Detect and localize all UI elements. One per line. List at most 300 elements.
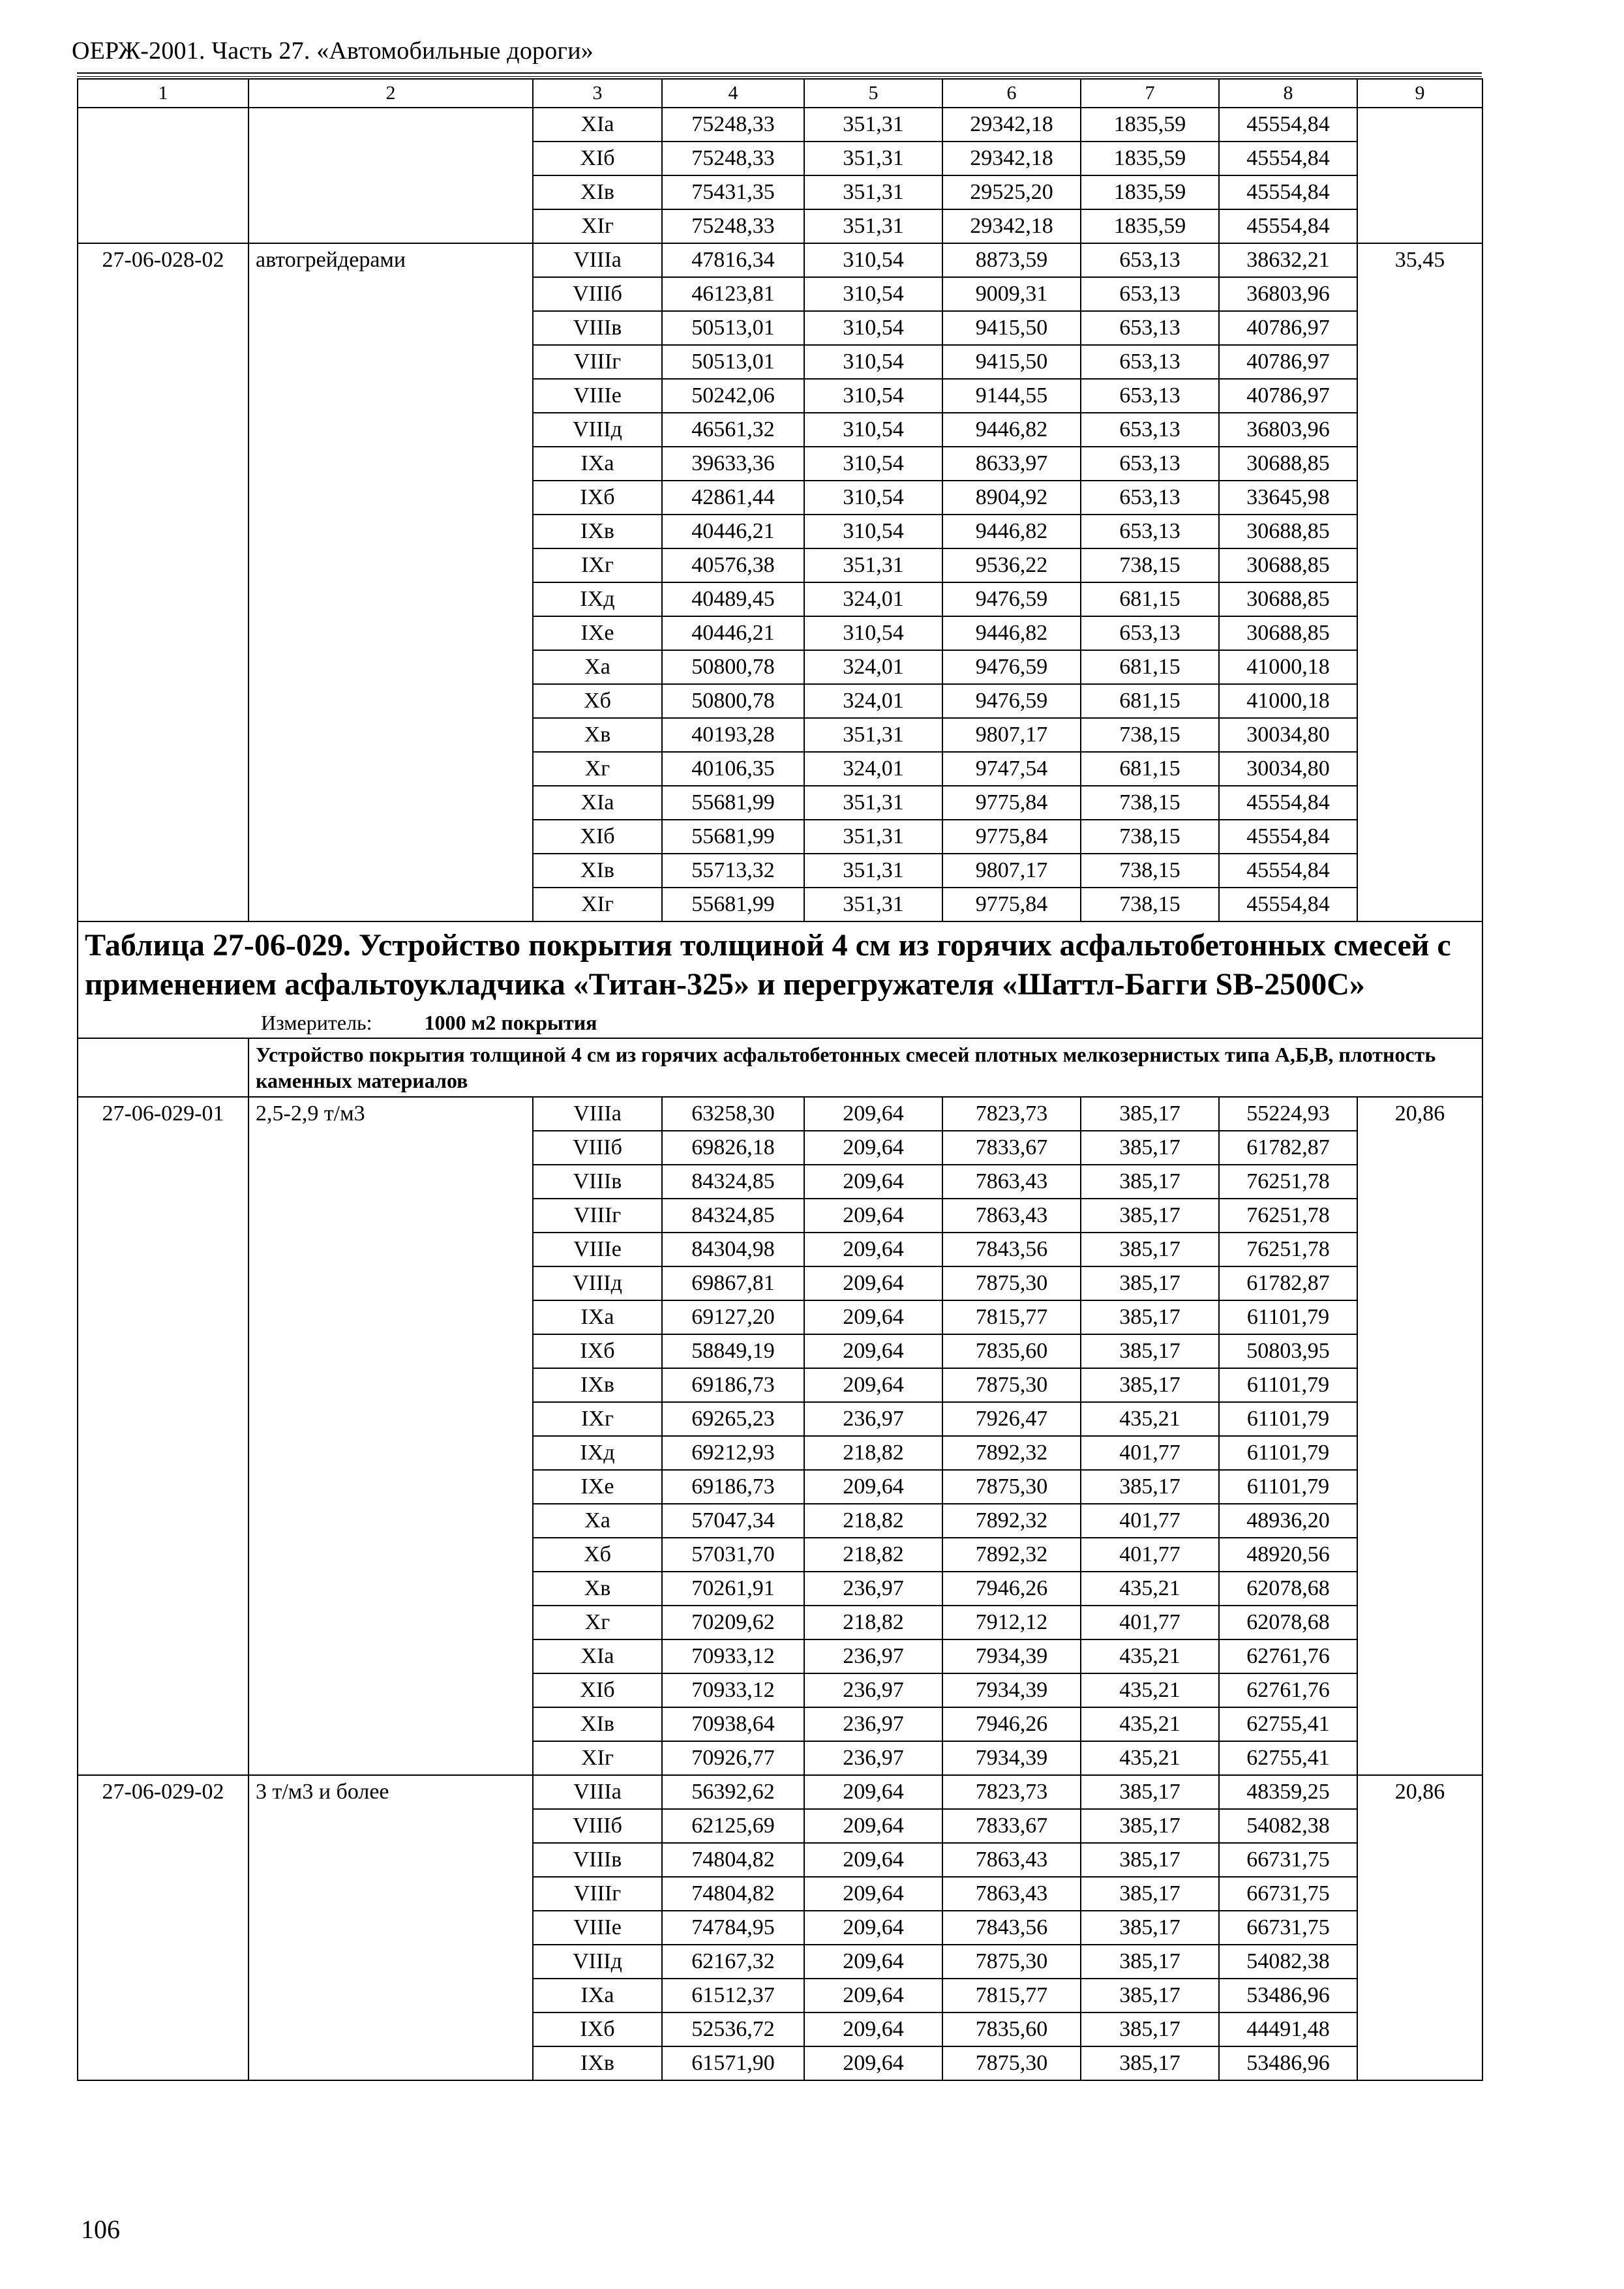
value-cell: 7934,39 xyxy=(942,1741,1081,1775)
value-cell: 209,64 xyxy=(804,1097,942,1131)
value-cell: 69186,73 xyxy=(662,1368,804,1402)
value-cell: 310,54 xyxy=(804,515,942,548)
value-cell: 8904,92 xyxy=(942,481,1081,515)
rate-code: 27-06-029-01 xyxy=(78,1097,248,1775)
value-cell: 653,13 xyxy=(1081,413,1219,447)
value-cell: 40786,97 xyxy=(1219,379,1357,413)
value-cell: 46561,32 xyxy=(662,413,804,447)
value-cell: 61782,87 xyxy=(1219,1266,1357,1300)
value-cell: 38632,21 xyxy=(1219,243,1357,277)
value-cell: 209,64 xyxy=(804,1843,942,1877)
value-cell: 75248,33 xyxy=(662,209,804,243)
zone-cell: XIб xyxy=(533,820,662,854)
column-number-row xyxy=(78,79,1482,108)
value-cell: 42861,44 xyxy=(662,481,804,515)
value-cell: 55224,93 xyxy=(1219,1097,1357,1131)
value-cell: 7926,47 xyxy=(942,1402,1081,1436)
value-cell: 7843,56 xyxy=(942,1911,1081,1945)
value-cell: 9446,82 xyxy=(942,413,1081,447)
value-cell: 29342,18 xyxy=(942,142,1081,175)
work-name: 2,5-2,9 т/м3 xyxy=(248,1097,533,1775)
value-cell: 30034,80 xyxy=(1219,752,1357,786)
value-cell: 385,17 xyxy=(1081,1165,1219,1199)
value-cell: 7823,73 xyxy=(942,1775,1081,1809)
value-cell: 385,17 xyxy=(1081,1877,1219,1911)
value-cell: 29525,20 xyxy=(942,175,1081,209)
value-cell: 9144,55 xyxy=(942,379,1081,413)
value-cell: 8633,97 xyxy=(942,447,1081,481)
page-number: 106 xyxy=(81,2215,120,2244)
zone-cell: IXб xyxy=(533,2012,662,2046)
value-cell: 61571,90 xyxy=(662,2046,804,2080)
value-cell: 62755,41 xyxy=(1219,1707,1357,1741)
value-cell: 54082,38 xyxy=(1219,1809,1357,1843)
value-cell: 45554,84 xyxy=(1219,175,1357,209)
value-cell: 45554,84 xyxy=(1219,209,1357,243)
value-cell: 385,17 xyxy=(1081,1334,1219,1368)
value-cell: 62078,68 xyxy=(1219,1572,1357,1606)
value-cell: 351,31 xyxy=(804,548,942,582)
zone-cell: XIв xyxy=(533,175,662,209)
rate-code: 27-06-028-02 xyxy=(78,243,248,921)
zone-cell: XIб xyxy=(533,142,662,175)
value-cell: 69265,23 xyxy=(662,1402,804,1436)
value-cell: 681,15 xyxy=(1081,752,1219,786)
value-cell: 54082,38 xyxy=(1219,1945,1357,1979)
zone-cell: VIIIд xyxy=(533,413,662,447)
value-cell: 310,54 xyxy=(804,345,942,379)
value-cell: 9775,84 xyxy=(942,786,1081,820)
value-cell: 385,17 xyxy=(1081,1266,1219,1300)
value-cell: 50803,95 xyxy=(1219,1334,1357,1368)
table-title-cell xyxy=(78,921,1482,1038)
value-cell: 435,21 xyxy=(1081,1673,1219,1707)
value-cell: 30688,85 xyxy=(1219,616,1357,650)
meter-value: 1000 м2 покрытия xyxy=(424,1011,597,1034)
value-cell: 47816,34 xyxy=(662,243,804,277)
value-cell: 9476,59 xyxy=(942,650,1081,684)
value-cell: 385,17 xyxy=(1081,1775,1219,1809)
value-cell: 385,17 xyxy=(1081,2012,1219,2046)
zone-cell: IXв xyxy=(533,1368,662,1402)
value-cell: 401,77 xyxy=(1081,1436,1219,1470)
value-cell: 310,54 xyxy=(804,447,942,481)
value-cell: 30688,85 xyxy=(1219,548,1357,582)
value-cell: 36803,96 xyxy=(1219,413,1357,447)
zone-cell: VIIIб xyxy=(533,277,662,311)
value-cell: 33645,98 xyxy=(1219,481,1357,515)
value-cell: 53486,96 xyxy=(1219,2046,1357,2080)
value-cell: 209,64 xyxy=(804,1199,942,1233)
value-cell: 66731,75 xyxy=(1219,1911,1357,1945)
value-cell: 653,13 xyxy=(1081,345,1219,379)
zone-cell: VIIIд xyxy=(533,1266,662,1300)
value-cell: 57047,34 xyxy=(662,1504,804,1538)
value-cell: 236,97 xyxy=(804,1741,942,1775)
value-cell: 236,97 xyxy=(804,1572,942,1606)
zone-cell: Xа xyxy=(533,650,662,684)
value-cell: 70261,91 xyxy=(662,1572,804,1606)
value-cell: 351,31 xyxy=(804,108,942,142)
value-cell: 66731,75 xyxy=(1219,1843,1357,1877)
value-cell: 69212,93 xyxy=(662,1436,804,1470)
value-cell: 209,64 xyxy=(804,1266,942,1300)
value-cell: 310,54 xyxy=(804,243,942,277)
value-cell: 50513,01 xyxy=(662,345,804,379)
value-cell: 9775,84 xyxy=(942,888,1081,921)
value-cell: 84324,85 xyxy=(662,1165,804,1199)
value-cell: 46123,81 xyxy=(662,277,804,311)
value-cell: 61101,79 xyxy=(1219,1402,1357,1436)
value-cell: 40786,97 xyxy=(1219,345,1357,379)
zone-cell: XIа xyxy=(533,1639,662,1673)
value-cell: 58849,19 xyxy=(662,1334,804,1368)
value-cell: 653,13 xyxy=(1081,447,1219,481)
value-cell: 236,97 xyxy=(804,1673,942,1707)
value-cell: 401,77 xyxy=(1081,1538,1219,1572)
zone-cell: IXа xyxy=(533,1979,662,2012)
zone-cell: XIа xyxy=(533,108,662,142)
value-cell: 76251,78 xyxy=(1219,1233,1357,1266)
value-cell: 50800,78 xyxy=(662,650,804,684)
value-cell: 351,31 xyxy=(804,888,942,921)
value-cell: 385,17 xyxy=(1081,1233,1219,1266)
zone-cell: IXв xyxy=(533,2046,662,2080)
value-cell: 61101,79 xyxy=(1219,1436,1357,1470)
value-cell: 209,64 xyxy=(804,1165,942,1199)
zone-cell: VIIIг xyxy=(533,1199,662,1233)
zone-cell: VIIIе xyxy=(533,379,662,413)
zone-cell: XIг xyxy=(533,209,662,243)
zone-cell: VIIIб xyxy=(533,1809,662,1843)
value-cell: 9476,59 xyxy=(942,684,1081,718)
value-cell: 62125,69 xyxy=(662,1809,804,1843)
value-cell: 681,15 xyxy=(1081,650,1219,684)
value-cell: 7875,30 xyxy=(942,1945,1081,1979)
value-cell: 7892,32 xyxy=(942,1504,1081,1538)
zone-cell: Xа xyxy=(533,1504,662,1538)
value-cell: 44491,48 xyxy=(1219,2012,1357,2046)
value-cell: 209,64 xyxy=(804,1334,942,1368)
value-cell: 738,15 xyxy=(1081,718,1219,752)
value-cell: 351,31 xyxy=(804,209,942,243)
value-cell: 310,54 xyxy=(804,413,942,447)
zone-cell: Xг xyxy=(533,752,662,786)
column-number: 4 xyxy=(662,79,804,108)
value-cell: 209,64 xyxy=(804,1945,942,1979)
value-cell: 738,15 xyxy=(1081,786,1219,820)
value-cell: 48920,56 xyxy=(1219,1538,1357,1572)
value-cell: 435,21 xyxy=(1081,1707,1219,1741)
zone-cell: Xг xyxy=(533,1606,662,1639)
zone-cell: XIв xyxy=(533,854,662,888)
value-cell: 7946,26 xyxy=(942,1572,1081,1606)
value-cell: 7863,43 xyxy=(942,1877,1081,1911)
value-cell: 385,17 xyxy=(1081,1199,1219,1233)
value-cell: 209,64 xyxy=(804,1979,942,2012)
value-cell: 310,54 xyxy=(804,277,942,311)
value-cell: 48936,20 xyxy=(1219,1504,1357,1538)
zone-cell: Xв xyxy=(533,718,662,752)
value-cell: 74804,82 xyxy=(662,1843,804,1877)
value-cell: 75248,33 xyxy=(662,108,804,142)
value-cell: 48359,25 xyxy=(1219,1775,1357,1809)
value-cell: 40576,38 xyxy=(662,548,804,582)
value-cell: 7835,60 xyxy=(942,1334,1081,1368)
value-cell: 351,31 xyxy=(804,175,942,209)
table-body xyxy=(78,79,1482,2080)
value-cell: 62755,41 xyxy=(1219,1741,1357,1775)
value-cell: 435,21 xyxy=(1081,1639,1219,1673)
zone-cell: VIIIб xyxy=(533,1131,662,1165)
value-cell: 653,13 xyxy=(1081,379,1219,413)
work-name xyxy=(248,108,533,243)
value-cell: 40786,97 xyxy=(1219,311,1357,345)
value-cell: 55681,99 xyxy=(662,786,804,820)
value-cell: 84324,85 xyxy=(662,1199,804,1233)
value-cell: 9446,82 xyxy=(942,515,1081,548)
value-cell: 653,13 xyxy=(1081,481,1219,515)
column-number: 3 xyxy=(533,79,662,108)
value-cell: 351,31 xyxy=(804,820,942,854)
value-cell: 7912,12 xyxy=(942,1606,1081,1639)
zone-cell: IXг xyxy=(533,1402,662,1436)
value-cell: 236,97 xyxy=(804,1402,942,1436)
value-cell: 7835,60 xyxy=(942,2012,1081,2046)
value-cell: 55681,99 xyxy=(662,820,804,854)
header-rule xyxy=(77,72,1482,74)
value-cell: 385,17 xyxy=(1081,1300,1219,1334)
value-cell: 7875,30 xyxy=(942,1470,1081,1504)
value-cell: 45554,84 xyxy=(1219,854,1357,888)
value-cell: 236,97 xyxy=(804,1639,942,1673)
value-cell: 324,01 xyxy=(804,582,942,616)
meter-label: Измеритель: xyxy=(261,1011,372,1034)
table-row xyxy=(78,1775,1482,1809)
column-number: 5 xyxy=(804,79,942,108)
value-cell: 55681,99 xyxy=(662,888,804,921)
zone-cell: IXа xyxy=(533,1300,662,1334)
zone-cell: IXд xyxy=(533,582,662,616)
zone-cell: VIIIг xyxy=(533,345,662,379)
value-cell: 310,54 xyxy=(804,616,942,650)
column-number: 2 xyxy=(248,79,533,108)
value-cell: 738,15 xyxy=(1081,548,1219,582)
zone-cell: XIв xyxy=(533,1707,662,1741)
value-cell: 653,13 xyxy=(1081,311,1219,345)
zone-cell: VIIIв xyxy=(533,311,662,345)
value-cell: 7815,77 xyxy=(942,1300,1081,1334)
value-cell: 70938,64 xyxy=(662,1707,804,1741)
zone-cell: VIIIг xyxy=(533,1877,662,1911)
value-cell: 435,21 xyxy=(1081,1402,1219,1436)
zone-cell: VIIIе xyxy=(533,1911,662,1945)
value-cell: 70933,12 xyxy=(662,1673,804,1707)
value-cell: 236,97 xyxy=(804,1707,942,1741)
value-cell: 9476,59 xyxy=(942,582,1081,616)
value-cell: 40106,35 xyxy=(662,752,804,786)
value-cell: 218,82 xyxy=(804,1538,942,1572)
zone-cell: XIа xyxy=(533,786,662,820)
page-header: ОЕРЖ-2001. Часть 27. «Автомобильные дороги» xyxy=(72,37,594,65)
value-cell: 9807,17 xyxy=(942,854,1081,888)
value-cell: 41000,18 xyxy=(1219,650,1357,684)
work-name: 3 т/м3 и более xyxy=(248,1775,533,2080)
value-cell: 401,77 xyxy=(1081,1606,1219,1639)
value-cell: 9775,84 xyxy=(942,820,1081,854)
value-cell: 7815,77 xyxy=(942,1979,1081,2012)
value-cell: 69186,73 xyxy=(662,1470,804,1504)
value-cell: 653,13 xyxy=(1081,277,1219,311)
value-cell: 653,13 xyxy=(1081,243,1219,277)
column-number: 9 xyxy=(1357,79,1482,108)
value-cell: 52536,72 xyxy=(662,2012,804,2046)
value-cell: 351,31 xyxy=(804,854,942,888)
zone-cell: VIIIе xyxy=(533,1233,662,1266)
value-cell: 9807,17 xyxy=(942,718,1081,752)
value-cell: 310,54 xyxy=(804,311,942,345)
value-cell: 209,64 xyxy=(804,1233,942,1266)
value-cell: 69867,81 xyxy=(662,1266,804,1300)
value-cell: 1835,59 xyxy=(1081,209,1219,243)
value-cell: 209,64 xyxy=(804,1809,942,1843)
value-cell: 66731,75 xyxy=(1219,1877,1357,1911)
value-cell: 45554,84 xyxy=(1219,142,1357,175)
value-cell: 385,17 xyxy=(1081,1945,1219,1979)
value-cell: 45554,84 xyxy=(1219,786,1357,820)
column-number: 1 xyxy=(78,79,248,108)
value-cell: 61101,79 xyxy=(1219,1470,1357,1504)
value-cell: 401,77 xyxy=(1081,1504,1219,1538)
value-cell: 209,64 xyxy=(804,1775,942,1809)
subheader-text: Устройство покрытия толщиной 4 см из горячих асфальтобетонных смесей плотных мелкозернистых типа А,Б,В, плотность каменных материалов xyxy=(248,1038,1482,1097)
value-cell: 310,54 xyxy=(804,379,942,413)
zone-cell: IXд xyxy=(533,1436,662,1470)
zone-cell: Xб xyxy=(533,684,662,718)
zone-cell: XIг xyxy=(533,888,662,921)
value-cell: 218,82 xyxy=(804,1504,942,1538)
value-cell: 385,17 xyxy=(1081,1809,1219,1843)
value-cell: 7863,43 xyxy=(942,1199,1081,1233)
zone-cell: XIб xyxy=(533,1673,662,1707)
value-cell: 74804,82 xyxy=(662,1877,804,1911)
column-number: 7 xyxy=(1081,79,1219,108)
value-cell: 209,64 xyxy=(804,1877,942,1911)
subheader-blank xyxy=(78,1038,248,1097)
table-row xyxy=(78,108,1482,142)
value-cell: 218,82 xyxy=(804,1436,942,1470)
value-cell: 209,64 xyxy=(804,1368,942,1402)
value-cell: 209,64 xyxy=(804,2012,942,2046)
value-cell: 62167,32 xyxy=(662,1945,804,1979)
value-cell: 36803,96 xyxy=(1219,277,1357,311)
value-cell: 7934,39 xyxy=(942,1639,1081,1673)
zone-cell: IXе xyxy=(533,616,662,650)
value-cell: 41000,18 xyxy=(1219,684,1357,718)
value-cell: 7875,30 xyxy=(942,1368,1081,1402)
zone-cell: VIIIв xyxy=(533,1165,662,1199)
value-cell: 385,17 xyxy=(1081,1131,1219,1165)
value-cell: 9536,22 xyxy=(942,548,1081,582)
value-cell: 324,01 xyxy=(804,752,942,786)
value-cell: 7843,56 xyxy=(942,1233,1081,1266)
value-cell: 7875,30 xyxy=(942,1266,1081,1300)
value-cell: 7892,32 xyxy=(942,1436,1081,1470)
value-cell: 76251,78 xyxy=(1219,1165,1357,1199)
value-cell: 74784,95 xyxy=(662,1911,804,1945)
value-cell: 7833,67 xyxy=(942,1131,1081,1165)
value-cell: 681,15 xyxy=(1081,582,1219,616)
value-cell: 50800,78 xyxy=(662,684,804,718)
value-cell: 69826,18 xyxy=(662,1131,804,1165)
value-cell: 55713,32 xyxy=(662,854,804,888)
value-cell: 209,64 xyxy=(804,2046,942,2080)
zone-cell: IXб xyxy=(533,1334,662,1368)
value-cell: 385,17 xyxy=(1081,1368,1219,1402)
value-cell: 75431,35 xyxy=(662,175,804,209)
value-cell: 9009,31 xyxy=(942,277,1081,311)
value-cell: 70209,62 xyxy=(662,1606,804,1639)
zone-cell: IXг xyxy=(533,548,662,582)
value-cell: 385,17 xyxy=(1081,1979,1219,2012)
value-cell: 351,31 xyxy=(804,718,942,752)
value-cell: 84304,98 xyxy=(662,1233,804,1266)
value-cell: 435,21 xyxy=(1081,1741,1219,1775)
value-cell: 45554,84 xyxy=(1219,108,1357,142)
labor-cell: 35,45 xyxy=(1357,243,1482,921)
value-cell: 29342,18 xyxy=(942,209,1081,243)
value-cell: 218,82 xyxy=(804,1606,942,1639)
value-cell: 69127,20 xyxy=(662,1300,804,1334)
value-cell: 681,15 xyxy=(1081,684,1219,718)
value-cell: 76251,78 xyxy=(1219,1199,1357,1233)
value-cell: 385,17 xyxy=(1081,1097,1219,1131)
zone-cell: VIIIа xyxy=(533,1775,662,1809)
value-cell: 209,64 xyxy=(804,1131,942,1165)
value-cell: 30688,85 xyxy=(1219,582,1357,616)
value-cell: 39633,36 xyxy=(662,447,804,481)
value-cell: 45554,84 xyxy=(1219,888,1357,921)
work-name: автогрейдерами xyxy=(248,243,533,921)
labor-cell: 20,86 xyxy=(1357,1097,1482,1775)
value-cell: 61512,37 xyxy=(662,1979,804,2012)
value-cell: 738,15 xyxy=(1081,854,1219,888)
zone-cell: IXе xyxy=(533,1470,662,1504)
value-cell: 653,13 xyxy=(1081,515,1219,548)
value-cell: 30688,85 xyxy=(1219,447,1357,481)
value-cell: 62761,76 xyxy=(1219,1639,1357,1673)
value-cell: 653,13 xyxy=(1081,616,1219,650)
zone-cell: VIIIа xyxy=(533,243,662,277)
value-cell: 1835,59 xyxy=(1081,108,1219,142)
value-cell: 7946,26 xyxy=(942,1707,1081,1741)
value-cell: 50513,01 xyxy=(662,311,804,345)
value-cell: 40446,21 xyxy=(662,616,804,650)
value-cell: 738,15 xyxy=(1081,820,1219,854)
rate-code: 27-06-029-02 xyxy=(78,1775,248,2080)
value-cell: 324,01 xyxy=(804,684,942,718)
zone-cell: IXа xyxy=(533,447,662,481)
value-cell: 435,21 xyxy=(1081,1572,1219,1606)
column-number: 6 xyxy=(942,79,1081,108)
value-cell: 385,17 xyxy=(1081,2046,1219,2080)
value-cell: 385,17 xyxy=(1081,1911,1219,1945)
value-cell: 45554,84 xyxy=(1219,820,1357,854)
value-cell: 70926,77 xyxy=(662,1741,804,1775)
subheader-row xyxy=(78,1038,1482,1097)
table-title: Таблица 27-06-029. Устройство покрытия толщиной 4 см из горячих асфальтобетонных смесей с применением асфальтоукладчика «Титан-325» и перегружателя «Шаттл-Багги SB-2500С» xyxy=(85,928,1451,1002)
value-cell: 7863,43 xyxy=(942,1165,1081,1199)
